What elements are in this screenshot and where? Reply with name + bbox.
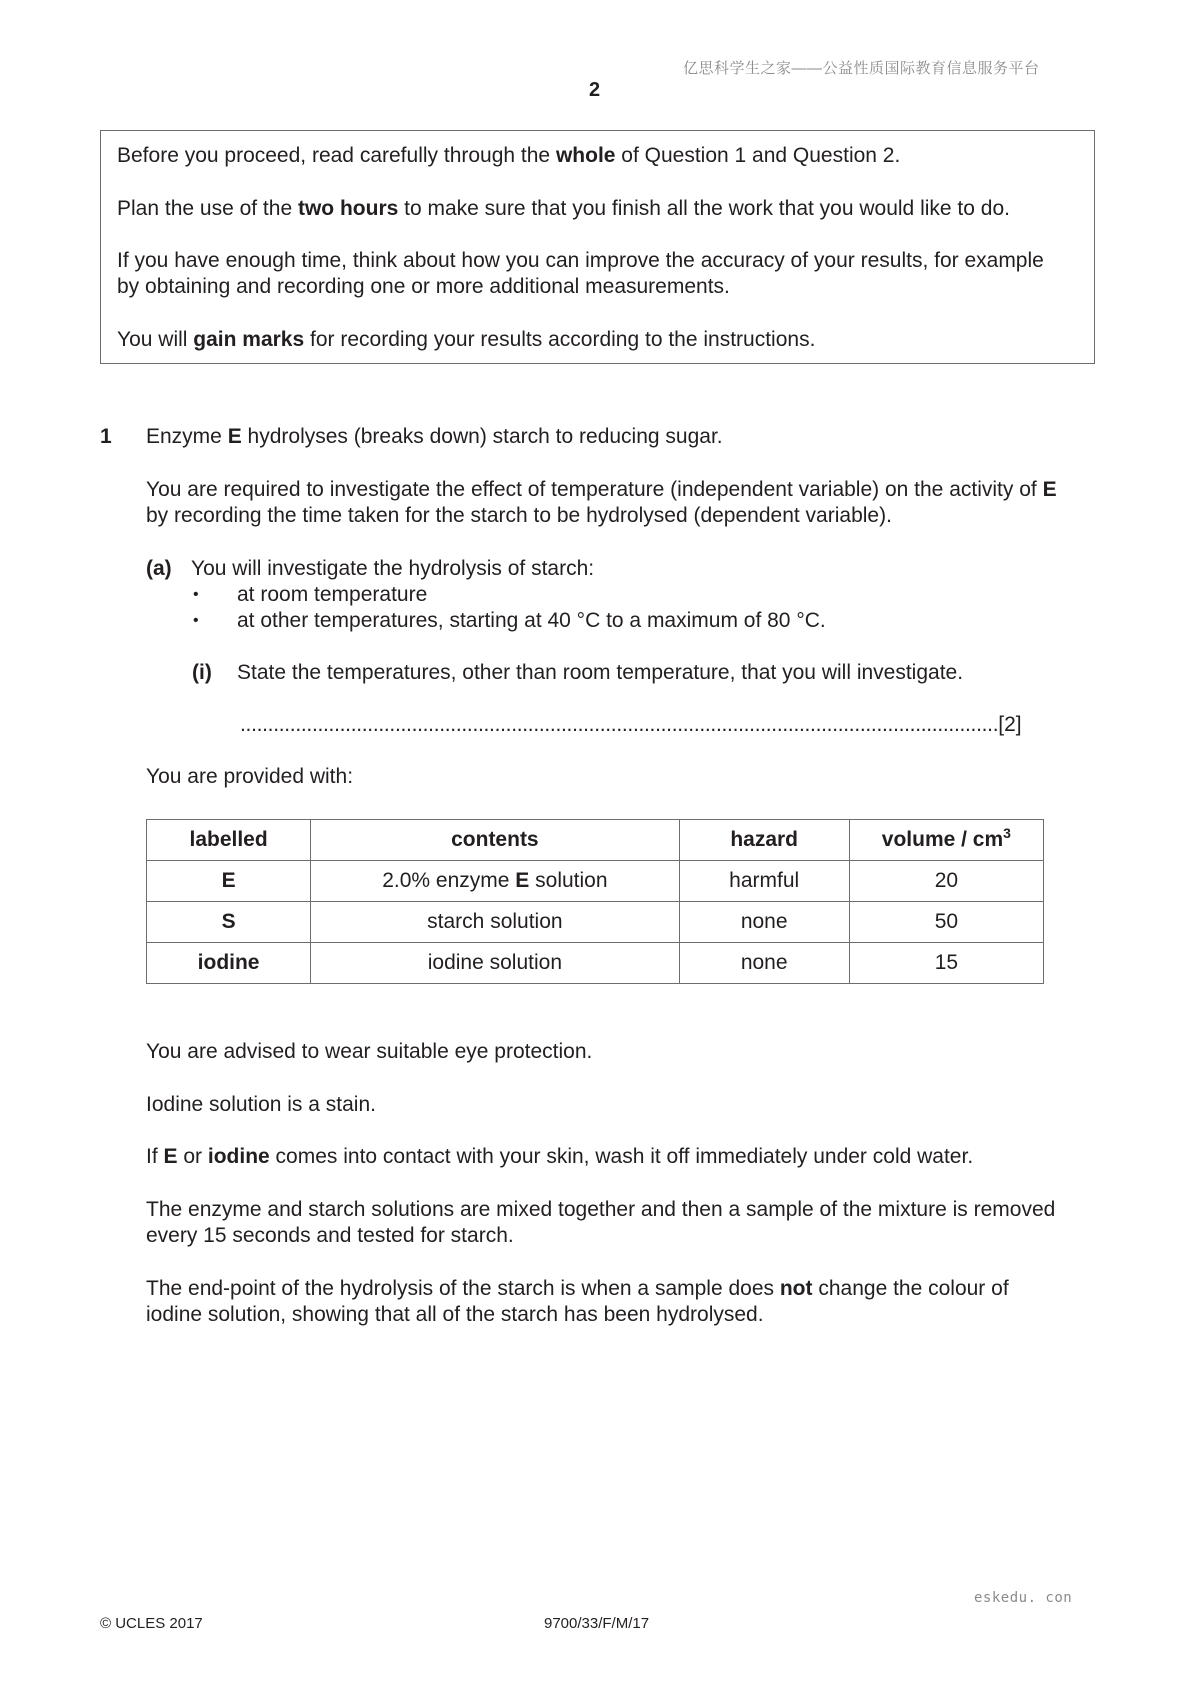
- instruction-paragraph-3-line-2: by obtaining and recording one or more additional measurements.: [117, 275, 730, 298]
- instruction-paragraph-2: [117, 196, 1010, 222]
- part-a-label: (a): [146, 557, 172, 580]
- instruction-emphasis: whole: [555, 144, 616, 167]
- cell-volume: 20: [849, 861, 1043, 902]
- page-number: 2: [589, 79, 601, 101]
- instruction-paragraph-1: [117, 143, 900, 169]
- cell-labelled: S: [147, 902, 311, 943]
- table-header-row: [147, 820, 1044, 861]
- table-row: [147, 861, 1044, 902]
- question-required-line-2: by recording the time taken for the starch to be hydrolysed (dependent variable).: [146, 504, 892, 527]
- part-i-label: (i): [192, 661, 212, 684]
- not-emphasis: not: [779, 1277, 813, 1300]
- skin-text: If: [146, 1145, 164, 1168]
- enzyme-label: E: [1042, 478, 1057, 501]
- question-required-line-1: [146, 477, 1057, 503]
- cell-hazard: none: [679, 943, 849, 984]
- stain-text: Iodine solution is a stain.: [146, 1093, 376, 1116]
- answer-dots[interactable]: .........................................................................................................................................: [240, 713, 999, 736]
- endpoint-text-line-1: [146, 1276, 1095, 1302]
- instruction-paragraph-3-line-1: If you have enough time, think about how you can improve the accuracy of your results, for example: [117, 249, 1044, 272]
- cell-contents: iodine solution: [311, 943, 679, 984]
- table-row: [147, 943, 1044, 984]
- cell-contents: starch solution: [311, 902, 679, 943]
- column-header-labelled: labelled: [147, 820, 311, 861]
- part-i-text: State the temperatures, other than room temperature, that you will investigate.: [237, 661, 964, 684]
- instruction-emphasis: two hours: [297, 197, 399, 220]
- cell-labelled: E: [147, 861, 311, 902]
- endpoint-text: The end-point of the hydrolysis of the starch is when a sample does: [146, 1277, 780, 1300]
- bullet-icon: •: [193, 612, 199, 629]
- instruction-text: Before you proceed, read carefully through the: [117, 144, 556, 167]
- cell-volume: 15: [849, 943, 1043, 984]
- endpoint-line-1-content: [146, 1276, 1009, 1302]
- cell-hazard: none: [679, 902, 849, 943]
- footer-paper-code: 9700/33/F/M/17: [544, 1615, 650, 1632]
- bullet-icon: •: [193, 586, 199, 603]
- cell-contents: [311, 861, 679, 902]
- instruction-text: to make sure that you finish all the work that you would like to do.: [398, 197, 1010, 220]
- enzyme-label: E: [515, 869, 530, 892]
- instruction-text: You will: [117, 328, 194, 351]
- footer-site-watermark: eskedu. con: [974, 1590, 1073, 1606]
- endpoint-text-line-2: iodine solution, showing that all of the starch has been hydrolysed.: [146, 1303, 764, 1326]
- column-header-contents: contents: [311, 820, 679, 861]
- enzyme-label: E: [227, 425, 242, 448]
- skin-text: or: [177, 1145, 208, 1168]
- volume-superscript: 3: [1003, 825, 1011, 841]
- header-watermark: 亿思科学生之家——公益性质国际教育信息服务平台: [683, 60, 1040, 77]
- bullet-item: at room temperature: [237, 583, 428, 606]
- mixing-text-line-1: The enzyme and starch solutions are mixed together and then a sample of the mixture is removed: [146, 1198, 1056, 1221]
- table-row: [147, 902, 1044, 943]
- endpoint-text: change the colour of: [812, 1277, 1009, 1300]
- contents-text: 2.0% enzyme: [382, 869, 516, 892]
- marks-label: [2]: [998, 713, 1022, 736]
- mixing-text-line-2: every 15 seconds and tested for starch.: [146, 1224, 514, 1247]
- provided-intro: You are provided with:: [146, 765, 354, 788]
- question-text: You are required to investigate the effect of temperature (independent variable) on the activity of: [146, 478, 1043, 501]
- materials-table: [146, 819, 1044, 984]
- column-header-hazard: hazard: [679, 820, 849, 861]
- answer-line[interactable]: [240, 712, 1095, 738]
- instruction-paragraph-4: [117, 327, 815, 353]
- bullet-item: at other temperatures, starting at 40 °C to a maximum of 80 °C.: [237, 609, 826, 632]
- skin-text: comes into contact with your skin, wash it off immediately under cold water.: [269, 1145, 974, 1168]
- footer-copyright: © UCLES 2017: [100, 1615, 203, 1632]
- question-text: Enzyme: [146, 425, 228, 448]
- volume-unit: volume / cm: [881, 828, 1004, 851]
- eye-protection-text: You are advised to wear suitable eye protection.: [146, 1040, 593, 1063]
- cell-volume: 50: [849, 902, 1043, 943]
- part-a-text: You will investigate the hydrolysis of starch:: [191, 557, 595, 580]
- instruction-text: Plan the use of the: [117, 197, 298, 220]
- cell-labelled: iodine: [147, 943, 311, 984]
- skin-contact-text: [146, 1144, 973, 1170]
- contents-text: solution: [529, 869, 608, 892]
- question-intro: [146, 424, 723, 450]
- column-header-volume: [849, 820, 1043, 861]
- instruction-emphasis: gain marks: [193, 328, 305, 351]
- iodine-label: iodine: [207, 1145, 270, 1168]
- question-number: 1: [100, 425, 112, 448]
- question-text: hydrolyses (breaks down) starch to reducing sugar.: [241, 425, 723, 448]
- instruction-text: of Question 1 and Question 2.: [615, 144, 901, 167]
- enzyme-label: E: [163, 1145, 178, 1168]
- cell-hazard: harmful: [679, 861, 849, 902]
- instruction-text: for recording your results according to the instructions.: [304, 328, 816, 351]
